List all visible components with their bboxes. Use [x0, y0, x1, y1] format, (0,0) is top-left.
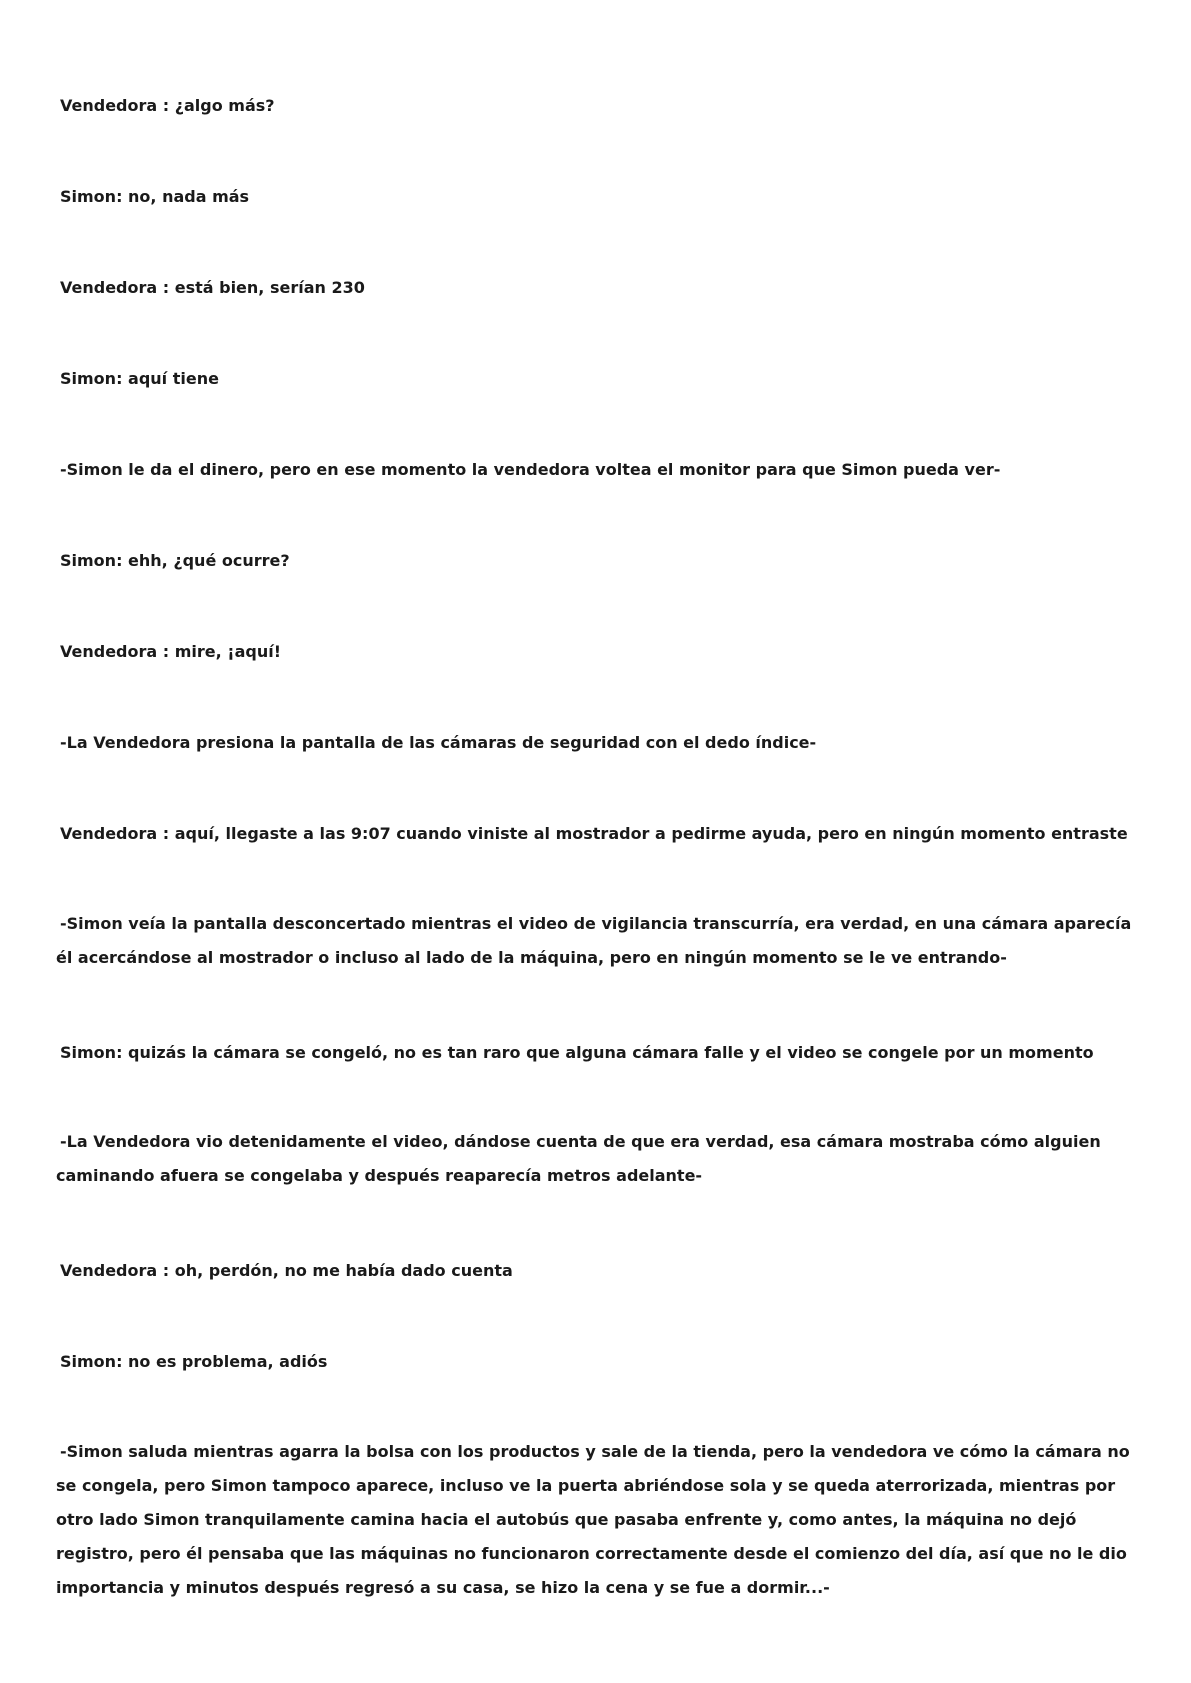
- dialogue-line-4: Simon: aquí tiene: [60, 369, 219, 388]
- dialogue-line-7: Vendedora : aquí, llegaste a las 9:07 cuando viniste al mostrador a pedirme ayuda, pero en ningún momento entraste: [60, 824, 1128, 843]
- stage-direction-4: [56, 1125, 1136, 1193]
- dialogue-line-6: Vendedora : mire, ¡aquí!: [60, 642, 281, 661]
- stage-direction-3: [56, 907, 1136, 975]
- stage-direction-5: [56, 1435, 1136, 1605]
- dialogue-line-10: Simon: no es problema, adiós: [60, 1352, 328, 1371]
- dialogue-line-2: Simon: no, nada más: [60, 187, 250, 206]
- dialogue-line-8: Simon: quizás la cámara se congeló, no es tan raro que alguna cámara falle y el video se congele por un momento: [60, 1043, 1094, 1062]
- stage-direction-1: -Simon le da el dinero, pero en ese momento la vendedora voltea el monitor para que Simon pueda ver-: [60, 460, 1001, 479]
- dialogue-line-5: Simon: ehh, ¿qué ocurre?: [60, 551, 290, 570]
- dialogue-line-1: Vendedora : ¿algo más?: [60, 96, 275, 115]
- stage-direction-2: -La Vendedora presiona la pantalla de las cámaras de seguridad con el dedo índice-: [60, 733, 817, 752]
- dialogue-line-3: Vendedora : está bien, serían 230: [60, 278, 365, 297]
- dialogue-line-9: Vendedora : oh, perdón, no me había dado cuenta: [60, 1261, 513, 1280]
- stage-direction-4-text: -La Vendedora vio detenidamente el video, dándose cuenta de que era verdad, esa cámara mostraba cómo alguien caminando afuera se congelaba y después reaparecía metros adelante-: [56, 1132, 1101, 1185]
- stage-direction-3-text: -Simon veía la pantalla desconcertado mientras el video de vigilancia transcurría, era verdad, en una cámara aparecía él acercándose al mostrador o incluso al lado de la máquina, pero en ningún momento se le ve entrando-: [56, 914, 1132, 967]
- stage-direction-5-text: -Simon saluda mientras agarra la bolsa con los productos y sale de la tienda, pero la vendedora ve cómo la cámara no se congela, pero Simon tampoco aparece, incluso ve la puerta abriéndose sola y se queda aterrorizada, mientras por otro lado Simon tranquilamente camina hacia el autobús que pasaba enfrente y, como antes, la máquina no dejó registro, pero él pensaba que las máquinas no funcionaron correctamente desde el comienzo del día, así que no le dio importancia y minutos después regresó a su casa, se hizo la cena y se fue a dormir...-: [56, 1442, 1130, 1597]
